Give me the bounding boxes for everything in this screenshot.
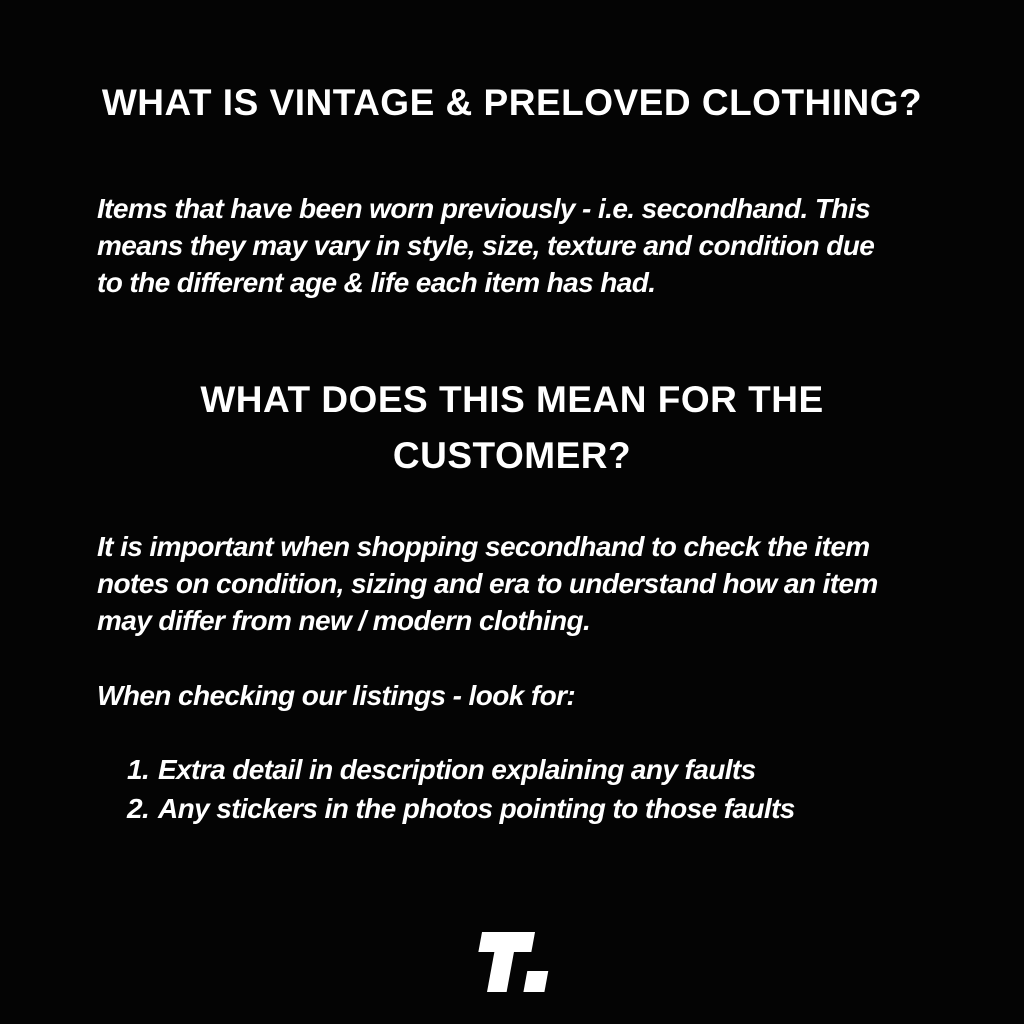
checklist-item-number: 2.	[127, 793, 150, 824]
checklist-item-text: Any stickers in the photos pointing to those faults	[158, 793, 795, 824]
customer-paragraph-line: may differ from new / modern clothing.	[97, 605, 591, 636]
checklist-item-number: 1.	[127, 754, 150, 785]
page-title: WHAT IS VINTAGE & PRELOVED CLOTHING?	[101, 82, 923, 123]
customer-section-heading-line: WHAT DOES THIS MEAN FOR THE	[200, 379, 824, 420]
checklist-item	[127, 750, 795, 789]
intro-paragraph-line: to the different age & life each item has had.	[97, 267, 656, 298]
listings-note: When checking our listings - look for:	[97, 680, 576, 711]
customer-paragraph	[97, 528, 878, 639]
customer-paragraph-line: It is important when shopping secondhand to check the item	[97, 531, 870, 562]
customer-paragraph-line: notes on condition, sizing and era to understand how an item	[97, 568, 878, 599]
t-dot-brand-logo-icon	[478, 930, 552, 994]
checklist-item	[127, 789, 795, 828]
customer-section-heading-line: CUSTOMER?	[392, 435, 632, 476]
customer-section-heading	[0, 372, 1024, 484]
checklist-item-text: Extra detail in description explaining any faults	[158, 754, 756, 785]
intro-paragraph-line: Items that have been worn previously - i.e. secondhand. This	[97, 193, 871, 224]
intro-paragraph	[97, 190, 874, 301]
intro-paragraph-line: means they may vary in style, size, texture and condition due	[97, 230, 875, 261]
checklist	[127, 750, 795, 828]
